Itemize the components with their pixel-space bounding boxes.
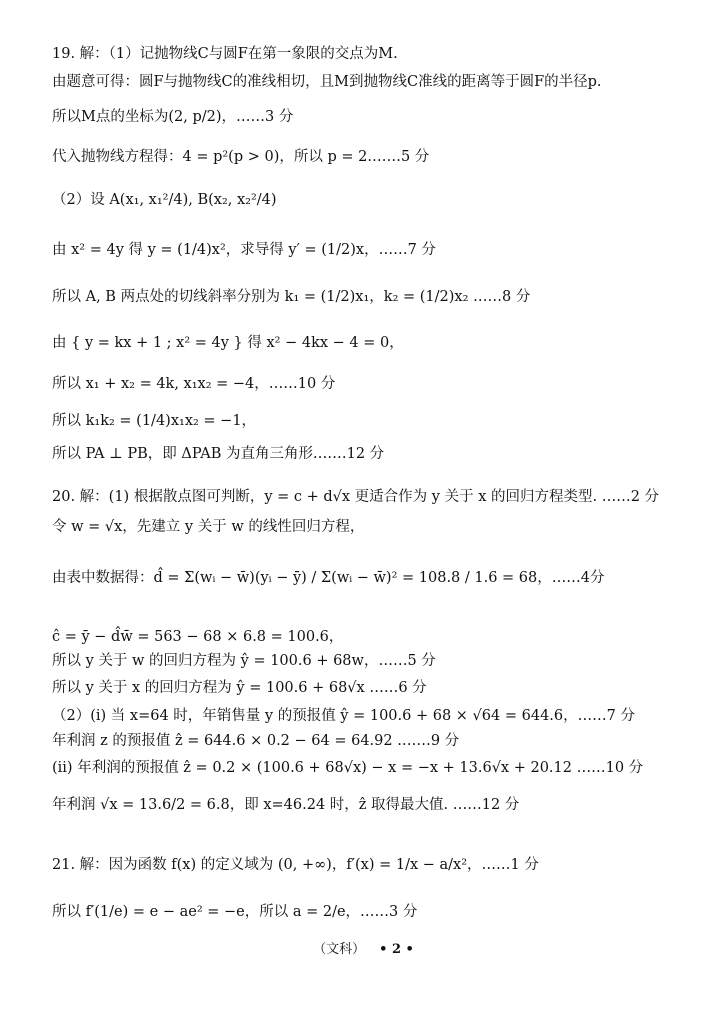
q19-line-6: 由 x² = 4y 得 y = (1/4)x²，求导得 y′ = (1/2)x，……7 分 [52,242,436,258]
q20-line-10: 年利润 √x = 13.6/2 = 6.8，即 x=46.24 时，ẑ 取得最大值. ……12 分 [52,797,520,813]
q19-line-9: 所以 x₁ + x₂ = 4k, x₁x₂ = −4，……10 分 [52,376,336,392]
q19-line-10: 所以 k₁k₂ = (1/4)x₁x₂ = −1， [52,413,257,429]
page-footer [0,938,727,957]
q19-line-2: 由题意可得：圆F与抛物线C的准线相切，且M到抛物线C准线的距离等于圆F的半径p. [52,74,602,90]
q19-line-5: （2）设 A(x₁, x₁²/4), B(x₂, x₂²/4) [52,192,277,208]
q19-line-3: 所以M点的坐标为(2, p/2)，……3 分 [52,109,294,125]
footer-label: （文科） [313,942,366,957]
q20-line-8: 年利润 z 的预报值 ẑ = 644.6 × 0.2 − 64 = 64.92 .……9 分 [52,733,460,749]
q20-line-7: （2）(i) 当 x=64 时，年销售量 y 的预报值 ŷ = 100.6 + 68 × √64 = 644.6，……7 分 [52,708,635,724]
q19-line-7: 所以 A, B 两点处的切线斜率分别为 k₁ = (1/2)x₁，k₂ = (1/2)x₂ ……8 分 [52,289,531,305]
q20-line-2: 令 w = √x，先建立 y 关于 w 的线性回归方程， [52,519,365,535]
page-number: • 2 • [379,942,414,957]
q20-line-4: ĉ = ȳ − d̂w̄ = 563 − 68 × 6.8 = 100.6， [52,629,344,645]
q19-line-4: 代入抛物线方程得：4 = p²(p > 0)，所以 p = 2.……5 分 [52,149,430,165]
q20-line-9: (ii) 年利润的预报值 ẑ = 0.2 × (100.6 + 68√x) − x = −x + 13.6√x + 20.12 ……10 分 [52,760,644,776]
q21-line-1: 21. 解：因为函数 f(x) 的定义域为 (0, +∞)，f′(x) = 1/x − a/x²，……1 分 [52,857,539,873]
q19-line-8: 由 { y = kx + 1 ; x² = 4y } 得 x² − 4kx − 4 = 0， [52,335,404,351]
q19-line-11: 所以 PA ⊥ PB，即 ΔPAB 为直角三角形.……12 分 [52,446,385,462]
q19-line-1: 19. 解：（1）记抛物线C与圆F在第一象限的交点为M. [52,46,398,62]
q21-line-2: 所以 f′(1/e) = e − ae² = −e，所以 a = 2/e，……3 分 [52,904,418,920]
q20-line-3: 由表中数据得：d̂ = Σ(wᵢ − w̄)(yᵢ − ȳ) / Σ(wᵢ − w̄)² = 108.8 / 1.6 = 68，……4分 [52,570,605,586]
q20-line-1: 20. 解：(1) 根据散点图可判断，y = c + d√x 更适合作为 y 关于 x 的回归方程类型. ……2 分 [52,489,660,505]
q20-line-5: 所以 y 关于 w 的回归方程为 ŷ = 100.6 + 68w，……5 分 [52,653,436,669]
q20-line-6: 所以 y 关于 x 的回归方程为 ŷ = 100.6 + 68√x ……6 分 [52,680,427,696]
